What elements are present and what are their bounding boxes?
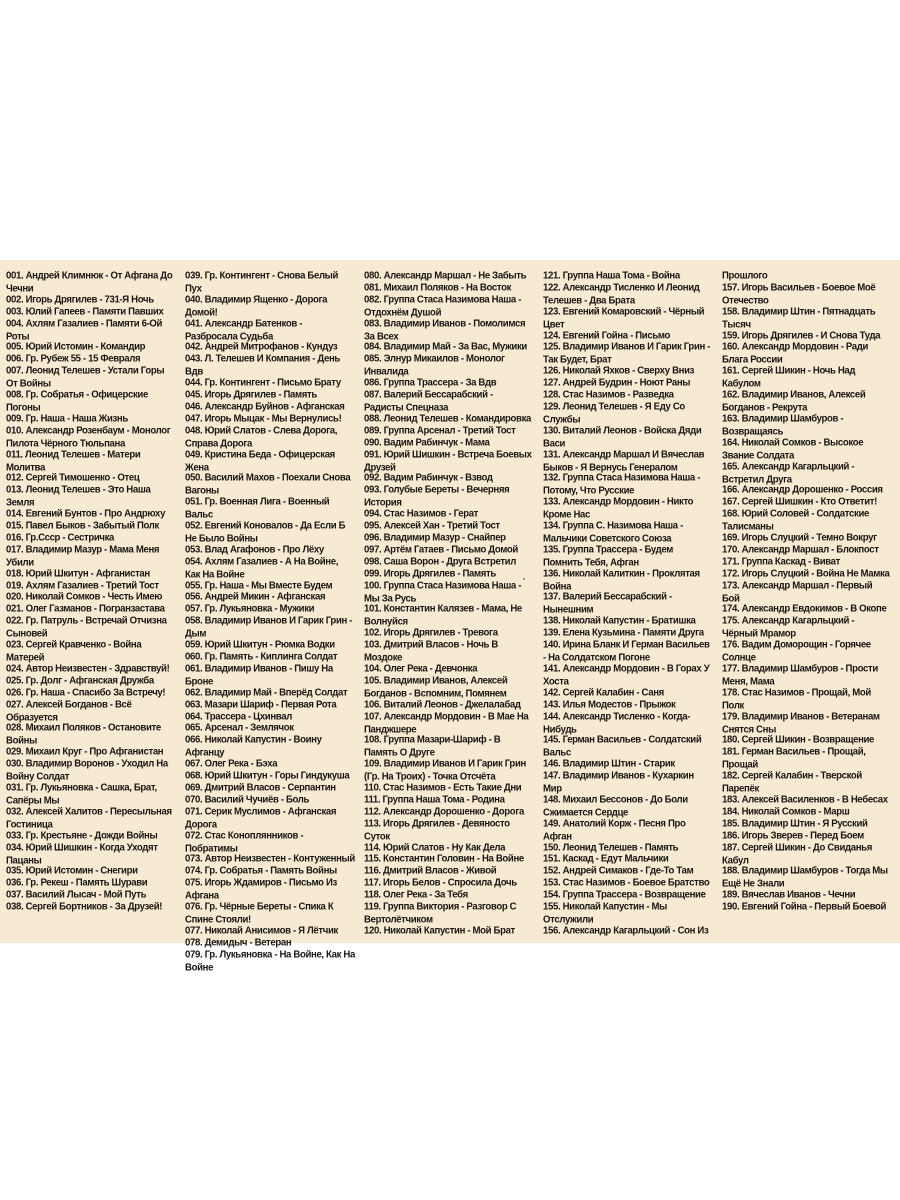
track-entry: 046. Александр Буйнов - Афганская: [185, 400, 345, 413]
track-entry: 182. Сергей Калабин - Тверской Парепёк: [722, 770, 862, 795]
track-entry: 047. Игорь Мыцак - Мы Вернулись!: [185, 412, 342, 425]
track-entry: 169. Игорь Слуцкий - Темно Вокруг: [722, 531, 877, 544]
track-entry: 168. Юрий Соловей - Солдатские Талисманы: [722, 508, 869, 533]
track-entry: 054. Ахлям Газалиев - А На Войне, Как На Войне: [185, 555, 339, 581]
track-entry: 087. Валерий Бессарабский - Радисты Спецназа: [364, 389, 493, 414]
track-entry: 066. Николай Капустин - Воину Афганцу: [185, 734, 322, 760]
track-entry: 042. Андрей Митрофанов - Кундуз: [185, 341, 338, 354]
track-entry: 025. Гр. Долг - Афганская Дружба: [6, 674, 154, 687]
track-entry: 163. Владимир Шамбуров - Возвращаясь: [722, 412, 844, 438]
tracklist-column-2: [185, 270, 355, 974]
track-entry: 159. Игорь Дрягилев - И Снова Туда: [722, 329, 881, 342]
track-entry: 082. Группа Стаса Назимова Наша - Отдохнём Душой: [364, 293, 522, 319]
track-entry: 127. Андрей Будрин - Ноют Раны: [543, 377, 691, 390]
track-entry: 051. Гр. Военная Лига - Военный Вальс: [185, 496, 330, 521]
track-entry: 055. Гр. Наша - Мы Вместе Будем: [185, 579, 333, 592]
track-entry: 073. Автор Неизвестен - Контуженный: [185, 853, 355, 866]
tracklist-column-1: [6, 270, 176, 937]
track-entry: 150. Леонид Телешев - Память: [543, 841, 679, 854]
track-entry: 180. Сергей Шикин - Возвращение: [722, 734, 875, 747]
track-entry: 111. Группа Наша Тома - Родина: [364, 793, 505, 806]
track-entry: 122. Александр Тисленко И Леонид Телешев - Два Брата: [543, 281, 700, 307]
tracklist-column-5: [722, 270, 892, 937]
tracklist-columns: [6, 270, 892, 974]
track-entry: 022. Гр. Патруль - Встречай Отчизна Сыновей: [6, 615, 167, 641]
track-entry: 012. Сергей Тимошенко - Отец: [6, 472, 140, 485]
track-entry: 091. Юрий Шишкин - Встреча Боевых Друзей: [364, 448, 532, 474]
track-entry: 157. Игорь Васильев - Боевое Моё Отечество: [722, 281, 876, 307]
track-entry: 110. Стас Назимов - Есть Такие Дни: [364, 781, 522, 794]
track-entry: 190. Евгений Гойна - Первый Боевой: [722, 901, 887, 913]
track-entry: 006. Гр. Рубеж 55 - 15 Февраля: [6, 353, 141, 366]
track-entry: 148. Михаил Бессонов - До Боли Сжимается Сердце: [543, 793, 688, 819]
track-entry: 001. Андрей Климнюк - От Афгана До Чечни: [6, 270, 173, 295]
track-entry: 077. Николай Анисимов - Я Лётчик: [185, 924, 338, 937]
track-entry: 128. Стас Назимов - Разведка: [543, 389, 674, 401]
track-entry: 119. Группа Виктория - Разговор С Вертолётчиком: [364, 901, 517, 926]
track-entry: 028. Михаил Поляков - Остановите Войны: [6, 722, 161, 748]
track-entry: 050. Василий Махов - Поехали Снова Вагоны: [185, 472, 351, 498]
track-entry: 188. Владимир Шамбуров - Тогда Мы Ещё Не Знали: [722, 865, 888, 891]
track-entry: 071. Серик Муслимов - Афганская Дорога: [185, 805, 337, 831]
track-entry: 057. Гр. Лукьяновка - Мужики: [185, 603, 315, 616]
track-entry: 095. Алексей Хан - Третий Тост: [364, 520, 500, 532]
track-entry: 136. Николай Калиткин - Проклятая Война: [543, 567, 700, 593]
track-entry: 126. Николай Яхков - Сверху Вниз: [543, 365, 695, 378]
track-entry: 130. Виталий Леонов - Войска Дяди Васи: [543, 424, 702, 450]
track-entry: 144. Александр Тисленко - Когда-Нибудь: [543, 710, 691, 736]
track-entry: 062. Владимир Май - Вперёд Солдат: [185, 686, 348, 699]
track-entry: 018. Юрий Шкитун - Афганистан: [6, 567, 150, 580]
track-entry: 134. Группа С. Назимова Наша - Мальчики Советского Союза: [543, 520, 683, 545]
track-entry: 187. Сергей Шикин - До Свиданья Кабул: [722, 841, 872, 867]
track-entry: 056. Андрей Микин - Афганская: [185, 591, 326, 604]
track-entry: 031. Гр. Лукьяновка - Сашка, Брат, Сапёры Мы: [6, 781, 157, 807]
track-entry: 045. Игорь Дрягилев - Память: [185, 389, 317, 401]
track-entry: 165. Александр Кагарльцкий - Встретил Друга: [722, 460, 855, 486]
track-entry: 186. Игорь Зверев - Перед Боем: [722, 829, 864, 842]
track-entry: 074. Гр. Собратья - Память Войны: [185, 865, 337, 878]
track-entry: 162. Владимир Иванов, Алексей Богданов - Рекрута: [722, 389, 866, 414]
track-entry: 059. Юрий Шкитун - Рюмка Водки: [185, 639, 335, 651]
track-entry: 147. Владимир Иванов - Кухаркин Мир: [543, 770, 694, 795]
track-entry: 108. Группа Мазари-Шариф - В Память О Друге: [364, 734, 501, 760]
track-entry: 118. Олег Река - За Тебя: [364, 889, 468, 902]
track-entry: 151. Каскад - Едут Мальчики: [543, 853, 669, 866]
track-entry: 016. Гр.Ссср - Сестричка: [6, 531, 115, 544]
track-entry: 100. Группа Стаса Назимова Наша - Мы За Русь: [364, 579, 522, 605]
track-entry: 008. Гр. Собратья - Офицерские Погоны: [6, 389, 148, 414]
track-entry: 145. Герман Васильев - Солдатский Вальс: [543, 734, 702, 760]
tracklist-column-3: [364, 270, 534, 937]
track-entry: 131. Александр Маршал И Вячеслав Быков - Я Вернусь Генералом: [543, 448, 705, 474]
track-entry: 158. Владимир Штин - Пятнадцать Тысяч: [722, 305, 876, 331]
track-entry: 184. Николай Сомков - Марш: [722, 805, 850, 818]
track-entry: 024. Автор Неизвестен - Здравствуй!: [6, 662, 170, 675]
track-entry: 141. Александр Мордовин - В Горах У Хоста: [543, 662, 710, 688]
track-entry: 137. Валерий Бессарабский - Нынешним: [543, 591, 672, 617]
track-entry: 069. Дмитрий Власов - Серпантин: [185, 781, 336, 794]
track-entry: 140. Ирина Бланк И Герман Васильев - На Солдатском Погоне: [543, 639, 710, 664]
track-entry: 086. Группа Трассера - За Вдв: [364, 377, 497, 390]
track-entry: 173. Александр Маршал - Первый Бой: [722, 579, 873, 605]
track-entry: 183. Алексей Василенков - В Небесах: [722, 793, 888, 806]
track-entry: 160. Александр Мордовин - Ради Блага России: [722, 341, 869, 367]
track-entry: 170. Александр Маршал - Блокпост: [722, 543, 879, 556]
track-entry: 117. Игорь Белов - Спросила Дочь: [364, 877, 517, 890]
track-entry: 177. Владимир Шамбуров - Прости Меня, Мама: [722, 662, 878, 688]
track-entry: 037. Василий Лысач - Мой Путь: [6, 889, 147, 902]
track-entry: 112. Александр Дорошенко - Дорога: [364, 805, 524, 818]
track-entry: 003. Юлий Гапеев - Памяти Павших: [6, 305, 164, 318]
track-entry: 178. Стас Назимов - Прощай, Мой Полк: [722, 686, 871, 712]
track-entry: 053. Влад Агафонов - Про Лёху: [185, 543, 324, 556]
track-entry: 166. Александр Дорошенко - Россия: [722, 484, 883, 497]
track-entry: 083. Владимир Иванов - Помолимся За Всех: [364, 317, 526, 343]
print-speck: [523, 578, 525, 580]
track-entry: 021. Олег Газманов - Погранзастава: [6, 603, 165, 616]
track-entry: 020. Николай Сомков - Честь Имею: [6, 591, 163, 604]
track-entry: 156. Александр Кагарльцкий - Сон Из: [543, 924, 709, 937]
track-entry: 097. Артём Гатаев - Письмо Домой: [364, 543, 518, 556]
tracklist-column-4: [543, 270, 713, 937]
track-entry: 014. Евгений Бунтов - Про Андрюху: [6, 508, 166, 521]
track-entry: 120. Николай Капустин - Мой Брат: [364, 924, 515, 937]
track-entry: 092. Вадим Рабинчук - Взвод: [364, 472, 493, 485]
track-entry: 058. Владимир Иванов И Гарик Грин - Дым: [185, 615, 353, 641]
track-entry: 039. Гр. Контингент - Снова Белый Пух: [185, 270, 339, 295]
track-entry: 029. Михаил Круг - Про Афганистан: [6, 746, 164, 759]
track-entry: 048. Юрий Слатов - Слева Дорога, Справа Дорога: [185, 424, 338, 450]
track-entry: 064. Трассера - Цхинвал: [185, 710, 292, 723]
track-entry: 103. Дмитрий Власов - Ночь В Моздоке: [364, 639, 498, 664]
track-entry: 152. Андрей Симаков - Где-То Там: [543, 865, 694, 878]
track-entry: 155. Николай Капустин - Мы Отслужили: [543, 901, 667, 926]
track-entry: 171. Группа Каскад - Виват: [722, 555, 840, 568]
track-entry: 121. Группа Наша Тома - Война: [543, 270, 680, 282]
track-entry: 068. Юрий Шкитун - Горы Гиндукуша: [185, 770, 350, 782]
track-entry: 033. Гр. Крестьяне - Дожди Войны: [6, 829, 158, 842]
track-entry: 035. Юрий Истомин - Снегири: [6, 865, 138, 878]
track-entry: 072. Стас Коноплянников - Побратимы: [185, 829, 304, 855]
track-entry: 026. Гр. Наша - Спасибо За Встречу!: [6, 686, 166, 699]
tracklist-sheet: [0, 260, 900, 974]
track-entry: 185. Владимир Штин - Я Русский: [722, 817, 868, 830]
track-entry: 161. Сергей Шикин - Ночь Над Кабулом: [722, 365, 856, 390]
track-entry: 080. Александр Маршал - Не Забыть: [364, 270, 527, 282]
track-entry: 114. Юрий Слатов - Ну Как Дела: [364, 841, 506, 854]
track-entry: 146. Владимир Штин - Старик: [543, 758, 675, 771]
track-entry: 153. Стас Назимов - Боевое Братство: [543, 877, 710, 890]
track-entry: 052. Евгений Коновалов - Да Если Б Не Было Войны: [185, 520, 346, 545]
track-entry: 129. Леонид Телешев - Я Еду Со Службы: [543, 400, 685, 426]
track-entry: 115. Константин Головин - На Войне: [364, 853, 524, 866]
track-entry: 076. Гр. Чёрные Береты - Спика К Спине Стояли!: [185, 901, 334, 926]
track-entry: 043. Л. Телешев И Компания - День Вдв: [185, 353, 340, 379]
track-entry: 017. Владимир Мазур - Мама Меня Убили: [6, 543, 160, 569]
track-entry: 063. Мазари Шариф - Первая Рота: [185, 698, 337, 711]
track-entry: 125. Владимир Иванов И Гарик Грин - Так Будет, Брат: [543, 341, 711, 367]
track-entry: 109. Владимир Иванов И Гарик Грин (Гр. На Троих) - Точка Отсчёта: [364, 758, 526, 783]
track-entry: 036. Гр. Рекеш - Память Шурави: [6, 877, 148, 890]
track-entry: 011. Леонид Телешев - Матери Молитва: [6, 448, 141, 474]
track-entry: 002. Игорь Дрягилев - 731-Я Ночь: [6, 293, 154, 306]
track-entry: 154. Группа Трассера - Возвращение: [543, 889, 706, 902]
track-entry: 139. Елена Кузьмина - Памяти Друга: [543, 627, 704, 640]
track-entry: 078. Демидыч - Ветеран: [185, 936, 292, 949]
track-entry: 124. Евгений Гойна - Письмо: [543, 329, 671, 342]
track-entry: 015. Павел Быков - Забытый Полк: [6, 520, 159, 532]
track-entry: 061. Владимир Иванов - Пишу На Броне: [185, 662, 333, 688]
track-entry: 104. Олег Река - Девчонка: [364, 662, 478, 675]
track-entry: 088. Леонид Телешев - Командировка: [364, 412, 532, 425]
track-entry: 079. Гр. Лукьяновка - На Войне, Как На Войне: [185, 948, 355, 974]
track-entry: 098. Саша Ворон - Друга Встретил: [364, 555, 516, 568]
track-entry: 107. Александр Мордовин - В Мае На Панджшере: [364, 710, 529, 736]
track-entry: 027. Алексей Богданов - Всё Образуется: [6, 698, 132, 724]
track-entry: 096. Владимир Мазур - Снайпер: [364, 531, 506, 544]
track-entry: 075. Игорь Ждамиров - Письмо Из Афгана: [185, 877, 337, 902]
track-entry: 041. Александр Батенков - Разбросала Судьба: [185, 317, 303, 343]
track-entry: 179. Владимир Иванов - Ветеранам Снятся Сны: [722, 710, 880, 736]
track-entry: 093. Голубые Береты - Вечерняя История: [364, 484, 510, 510]
track-entry: 004. Ахлям Газалиев - Памяти 6-Ой Роты: [6, 317, 163, 343]
track-entry: 013. Леонид Телешев - Это Наша Земля: [6, 484, 151, 510]
track-entry: 070. Василий Чучиёв - Боль: [185, 793, 310, 806]
track-entry: 009. Гр. Наша - Наша Жизнь: [6, 412, 128, 425]
track-entry: 106. Виталий Леонов - Джелалабад: [364, 698, 521, 711]
track-entry: 101. Константин Калязев - Мама, Не Волнуйся: [364, 603, 522, 629]
track-entry: 044. Гр. Контингент - Письмо Брату: [185, 377, 341, 390]
track-entry: 176. Вадим Доморощин - Горячее Солнце: [722, 639, 871, 664]
track-entry: 085. Элнур Микаилов - Монолог Инвалида: [364, 353, 505, 379]
track-entry: 067. Олег Река - Бэха: [185, 758, 278, 771]
track-entry: 005. Юрий Истомин - Командир: [6, 341, 146, 354]
track-entry: 105. Владимир Иванов, Алексей Богданов - Вспомним, Помянем: [364, 674, 508, 700]
track-entry: 102. Игорь Дрягилев - Тревога: [364, 627, 498, 640]
track-entry: 038. Сергей Бортников - За Друзей!: [6, 901, 163, 913]
track-entry: 116. Дмитрий Власов - Живой: [364, 865, 497, 878]
track-entry: 149. Анатолий Корж - Песня Про Афган: [543, 817, 686, 843]
track-entry: 167. Сергей Шишкин - Кто Ответит!: [722, 496, 877, 509]
track-entry: 030. Владимир Воронов - Уходил На Войну Солдат: [6, 758, 168, 783]
track-entry: 049. Кристина Беда - Офицерская Жена: [185, 448, 335, 474]
track-entry: 143. Илья Модестов - Прыжок: [543, 698, 676, 711]
track-entry: 040. Владимир Ященко - Дорога Домой!: [185, 293, 328, 319]
track-entry: 099. Игорь Дрягилев - Память: [364, 567, 496, 580]
track-entry: 089. Группа Арсенал - Третий Тост: [364, 424, 516, 437]
track-entry: 019. Ахлям Газалиев - Третий Тост: [6, 579, 159, 592]
track-entry: 133. Александр Мордовин - Никто Кроме Нас: [543, 496, 694, 521]
track-entry: 090. Вадим Рабинчук - Мама: [364, 436, 490, 449]
track-entry: 034. Юрий Шишкин - Когда Уходят Пацаны: [6, 841, 158, 867]
track-entry: 023. Сергей Кравченко - Война Матерей: [6, 639, 142, 664]
track-entry: 084. Владимир Май - За Вас, Мужики: [364, 341, 527, 354]
track-entry: 138. Николай Капустин - Братишка: [543, 615, 696, 628]
track-entry: 175. Александр Кагарльцкий - Чёрный Мрамор: [722, 615, 855, 641]
track-entry: 007. Леонид Телешев - Устали Горы От Войны: [6, 365, 165, 390]
track-entry: 113. Игорь Дрягилев - Девяносто Суток: [364, 817, 510, 843]
track-entry: 135. Группа Трассера - Будем Помнить Тебя, Афган: [543, 543, 673, 569]
track-entry: 060. Гр. Память - Киплинга Солдат: [185, 651, 338, 663]
track-entry: 032. Алексей Халитов - Пересыльная Гостиница: [6, 805, 172, 831]
track-entry: 081. Михаил Поляков - На Восток: [364, 281, 512, 294]
track-entry: 164. Николай Сомков - Высокое Звание Солдата: [722, 436, 864, 462]
track-entry: 172. Игорь Слуцкий - Война Не Мамка: [722, 567, 890, 580]
track-entry: 094. Стас Назимов - Герат: [364, 508, 479, 521]
track-entry: 065. Арсенал - Землячок: [185, 722, 294, 735]
track-entry: 174. Александр Евдокимов - В Окопе: [722, 603, 887, 616]
track-entry: 010. Александр Розенбаум - Монолог Пилота Чёрного Тюльпана: [6, 424, 171, 450]
track-entry: 123. Евгений Комаровский - Чёрный Цвет: [543, 305, 705, 331]
track-entry: Прошлого: [722, 270, 768, 282]
track-entry: 142. Сергей Калабин - Саня: [543, 686, 664, 699]
track-entry: 189. Вячеслав Иванов - Чечни: [722, 889, 856, 902]
track-entry: 181. Герман Васильев - Прощай, Прощай: [722, 746, 866, 771]
track-entry: 132. Группа Стаса Назимова Наша - Потому, Что Русские: [543, 472, 701, 498]
